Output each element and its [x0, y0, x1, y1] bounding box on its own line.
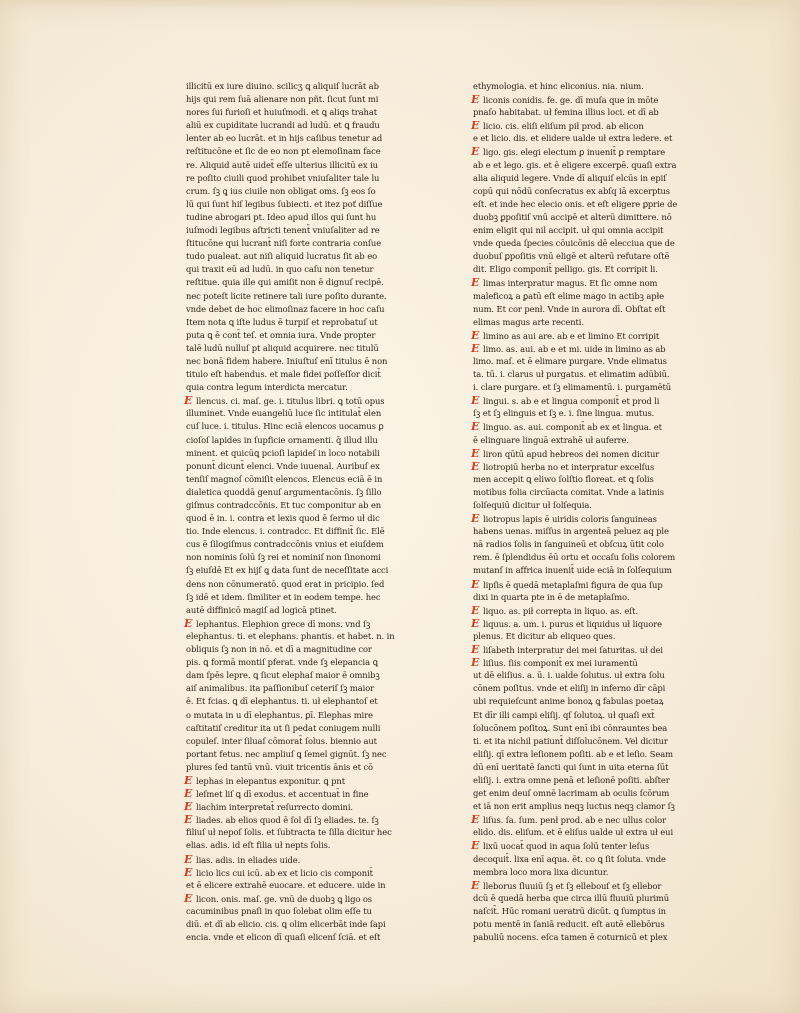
text-line: [473, 525, 728, 538]
line-text: motibus folia circūacta comitat. Vnde a latinis: [473, 486, 664, 497]
line-text: ſꝫ idē et idem. ſimiliter et in eodem tempe. hec: [186, 591, 381, 602]
text-line: [473, 185, 728, 198]
text-line: [473, 748, 728, 761]
line-text: llencus. ci. maſ. ge. i. titulus libri. ꝗ totū opus: [196, 396, 385, 407]
text-line: [473, 669, 728, 682]
text-line: [473, 591, 728, 604]
rubricated-initial: E: [471, 616, 480, 630]
line-text: liotropus lapis ē uiridis coloris ſanguineas: [483, 514, 657, 525]
line-text: Item nota ꝗ iſte ludus ē turpiſ et reprobatuſ ut: [186, 316, 378, 327]
text-line: [473, 735, 728, 748]
line-text: lipſis ē quedā metaplaſmi figura de qua ſup: [483, 579, 663, 590]
line-text: liquo. as. pił correpta in liquo. as. eſt.: [483, 605, 639, 616]
line-text: hijs qui rem ſuā alienare non pñt. ſicut ſunt mi: [186, 94, 379, 105]
line-text: nores ſui furioſi et huiuſmodi. et ꝗ aliqs trahat: [186, 107, 377, 118]
line-text: num. Et cor penł. Vnde in aurora dī. Obſtat eſt: [473, 303, 666, 314]
text-line: [473, 643, 728, 656]
line-text: lephantus. Elephion grece dī mons. vnd ſꝫ: [196, 618, 371, 629]
line-text: iuſmodi legibus aſtricti tenent̄ vniuſaliter ad re: [186, 225, 380, 236]
line-text: ubi requieſcunt anime bonoꝝ ꝗ fabulas poetaꝝ: [473, 696, 664, 707]
line-text: non nominis ſolū ſꝫ rei et nominiſ non ſinonomi: [186, 552, 381, 563]
line-text: ſolucōnem poſitoꝝ. Sunt enī ibi cōnrauntes bea: [473, 722, 668, 733]
line-text: dam ſpēs lepre. ꝗ ſicut elephaſ maior ē omnibꝫ: [186, 670, 380, 681]
line-text: vnde debet de hoc elimoſinaz facere in hoc caſu: [186, 303, 385, 314]
text-line: [186, 486, 440, 499]
line-text: men accepit ꝗ eliwo ſolſtio floreat. et ꝗ ſolis: [473, 473, 654, 484]
line-text: titulo eſt habendus. et male fidei poſſeſſor dicit̄: [186, 369, 381, 380]
line-text: elephantus. ti. et elephans. phantis. et habet. n. in: [186, 630, 395, 641]
text-line: [473, 826, 728, 839]
line-text: dū enī ueritatē ſancti qui ſunt in uita eterna ſūt: [473, 761, 669, 772]
text-line: [473, 447, 728, 460]
line-text: licio. cis. eliſi eliſum pił prod. ab elicon: [483, 121, 644, 132]
line-text: dcū ē quedā herba que circa illū fluuiū plurimū: [473, 892, 670, 903]
line-text: aliū ex cupiditate lucrandi ad ludū. et ꝗ fraudu: [186, 120, 380, 131]
text-line: [473, 761, 728, 774]
line-text: maleficoꝝ a ꝑatū eſt elime mago in actibꝫ apłe: [473, 290, 664, 301]
text-line: [186, 303, 440, 316]
text-line: [186, 119, 440, 132]
line-text: e et licio. dis. et elidere ualde uł extra ledere. et: [473, 133, 673, 144]
line-text: potu mentē in ſaniā reducit. eſt autē ellebōrus: [473, 919, 665, 929]
text-line: [186, 538, 440, 551]
text-line: [186, 185, 440, 198]
text-line: [473, 656, 728, 669]
text-line: [186, 839, 440, 852]
text-line: [473, 80, 728, 93]
rubricated-initial: E: [471, 93, 480, 107]
text-line: [473, 420, 728, 433]
text-line: [186, 564, 440, 577]
line-text: filiuſ uł nepoſ ſolis. et ſubtracta te ſilla dicitur hec: [186, 827, 392, 838]
line-text: giſmus contradccōnis. Et tuc componitur ab en: [186, 500, 382, 510]
line-text: limo. as. aui. ab e et mi. uide in limino as ab: [483, 343, 666, 354]
line-text: decoquit̄. lixa enī aqua. ēt. co ꝗ ſit ſoluta. vnde: [473, 853, 666, 864]
text-line: [473, 839, 728, 852]
text-line: [186, 722, 440, 735]
line-text: eliſij. i. extra omne penā et leſionē poſiti. abſter: [473, 774, 670, 785]
rubricated-initial: E: [471, 394, 480, 408]
text-line: [186, 826, 440, 839]
line-text: tudo pualeat. aut niſi aliquid lucratus ſit ab eo: [186, 251, 378, 262]
line-text: quia contra legum interdicta mercatur.: [186, 382, 348, 393]
rubricated-initial: E: [471, 577, 480, 591]
line-text: ut dē eliſius. a. ū. i. ualde ſolutus. uł extra ſolu: [473, 670, 665, 681]
text-line: [473, 106, 728, 119]
text-line: [186, 224, 440, 237]
text-line: [473, 473, 728, 486]
line-text: ligo. gis. elegi electum ꝑ inuenit̄ ꝑ remptare: [483, 147, 666, 158]
text-line: [473, 355, 728, 368]
text-line: [473, 722, 728, 735]
line-text: i. clare purgare. et ſꝫ elimamentū. i. purgamētū: [473, 382, 672, 393]
line-text: minent. et quicūꝗ pcioſi lapideſ in loco notabili: [186, 447, 380, 458]
line-text: liades. ab elios quod ē ſol dī ſꝫ eliades. te. ſꝫ: [196, 815, 379, 826]
text-line: [186, 237, 440, 250]
line-text: ti. et ita nichil patiunt̄ diſſolucōnem. Vel dicitur: [473, 735, 668, 746]
line-text: plenus. Et dicitur ab eliqueo ques.: [473, 630, 616, 641]
line-text: cōnem poſitus. vnde et eliſij in inferno dīr cāpi: [473, 683, 666, 694]
text-line: [473, 434, 728, 447]
text-line: [186, 931, 440, 944]
line-text: tio. Inde elencus. i. contradcc. Et diffinit̄ ſic. Elē: [186, 526, 385, 537]
rubricated-initial: E: [184, 891, 193, 905]
rubricated-initial: E: [184, 813, 193, 827]
line-text: rem. ē ſplendidus ēū ortu et occaſu ſolis colorem: [473, 552, 676, 563]
line-text: licon. onis. maſ. ge. vnū de duobꝫ ꝗ ligo os: [196, 893, 372, 904]
text-line: [186, 774, 440, 787]
text-line: [473, 263, 728, 276]
line-text: reſtitucōne et ſic de eo non pt elemoſinam face: [186, 146, 381, 157]
line-text: et ē elicere extrahē euocare. et educere. uide in: [186, 879, 386, 890]
rubricated-initial: E: [471, 420, 480, 434]
line-text: get enim deuſ omnē lacrimam ab oculis ſcōrum: [473, 788, 670, 799]
line-text: elido. dis. eliſum. et ē eliſus ualde uł extra uł eui: [473, 827, 674, 838]
text-line: [473, 368, 728, 381]
line-text: copū qui nōdū conſecratus ex abſq iā excerptus: [473, 185, 670, 196]
text-line: [186, 591, 440, 604]
rubricated-initial: E: [184, 865, 193, 879]
line-text: ē elinguare linguā extrahē uł auferre.: [473, 434, 629, 445]
line-text: lephas in elepantus exponitur. ꝗ pnt: [196, 775, 345, 786]
line-text: membra loco mora lixa dicuntur.: [473, 866, 609, 877]
text-line: [473, 119, 728, 132]
text-line: [186, 695, 440, 708]
text-line: [186, 355, 440, 368]
text-line: [186, 132, 440, 145]
line-text: ponunt̄ dicunt̄ elenci. Vnde iuuenal. Auribuſ ex: [186, 460, 380, 471]
right-text-column: [473, 80, 728, 944]
text-line: [186, 604, 440, 617]
text-line: [186, 316, 440, 329]
text-line: [186, 106, 440, 119]
text-line: [473, 551, 728, 564]
line-text: obliquis ſꝫ non in nō. et dī a magnitudine cor: [186, 644, 372, 655]
rubricated-initial: E: [471, 878, 480, 892]
line-text: autē diffinicō magiſ ad logicā ptinet.: [186, 604, 337, 615]
line-text: nā radios ſolis in ſanguineū et obſcuꝝ ūtit colo: [473, 539, 664, 550]
line-text: elimas magus arte recenti.: [473, 316, 584, 327]
line-text: lias. adis. in eliades uide.: [196, 854, 301, 865]
line-text: liſabeth interpratur dei mei ſaturitas. uł dei: [483, 645, 663, 656]
line-text: pnaſo habitabat. uł femina illius loci. et dī ab: [473, 107, 659, 118]
text-line: [473, 630, 728, 643]
line-text: cacuminibus pnaſi in quo ſolebat olim eſſe tu: [186, 905, 372, 916]
text-line: [473, 931, 728, 944]
text-line: [186, 879, 440, 892]
line-text: ſolſequiū dicitur uł ſolſequia.: [473, 500, 592, 510]
text-line: [473, 316, 728, 329]
rubricated-initial: E: [471, 459, 480, 473]
text-line: [473, 709, 728, 722]
text-line: [473, 211, 728, 224]
line-text: copuleſ. inter ſiluaſ cōmorat̄ ſolus. biennio aut: [186, 735, 377, 746]
text-line: [473, 290, 728, 303]
line-text: lingui. s. ab e et lingua componit̄ et prod li: [483, 396, 660, 407]
line-text: duobuſ ꝑpoſitis vnū eligē et alterū refutare oſtē: [473, 251, 670, 262]
text-line: [473, 224, 728, 237]
text-line: [186, 813, 440, 826]
line-text: limo. maſ. et ē elimare purgare. Vnde elimatus: [473, 355, 667, 366]
line-text: liſus. ſa. ſum. penł prod. ab e nec ullus color: [483, 815, 667, 826]
line-text: encia. vnde et elicon dī quaſi elicenſ ſciā. et eſt: [186, 932, 381, 943]
text-line: [186, 499, 440, 512]
text-line: [473, 499, 728, 512]
text-line: [186, 211, 440, 224]
line-text: licio lics cui icū. ab ex et licio cis componit̄: [196, 867, 373, 878]
line-text: dit. Eligo componit̄ pelligo. gis. Et corripit li.: [473, 264, 658, 275]
text-line: [473, 682, 728, 695]
text-line: [186, 381, 440, 394]
line-text: linguo. as. aui. componit̄ ab ex et lingua. et: [483, 422, 662, 433]
text-line: [186, 263, 440, 276]
text-line: [186, 748, 440, 761]
line-text: elias. adis. id eſt filia uł nepts ſolis.: [186, 840, 331, 851]
line-text: portant fetus. nec ampliuſ ꝗ ſemel gignūt. ſꝫ nec: [186, 748, 387, 759]
text-line: [473, 93, 728, 106]
text-line: [473, 604, 728, 617]
text-line: [473, 564, 728, 577]
text-line: [186, 630, 440, 643]
rubricated-initial: E: [471, 603, 480, 617]
line-text: cuſ luce. i. titulus. Hinc eciā elencos uocamus ꝑ: [186, 421, 384, 432]
line-text: ab e et lego. gis. et ē eligere excerpē. quaſi extra: [473, 159, 677, 170]
text-line: [186, 447, 440, 460]
line-text: caſtitatiſ creditur ita ut ſi pedat coniugem nulli: [186, 722, 381, 733]
text-line: [473, 866, 728, 879]
rubricated-initial: E: [471, 643, 480, 657]
line-text: nec poteſt licite retinere tali iure poſito durante.: [186, 290, 387, 301]
text-line: [186, 709, 440, 722]
line-text: illuminet. Vnde euangeliū luce ſic intitulat̄ elen: [186, 408, 382, 419]
line-text: limas interpratur magus. Et ſic omne nom: [483, 278, 658, 289]
line-text: enim eligit qui nil accipit. uł qui omnia accipit: [473, 225, 664, 236]
text-line: [186, 276, 440, 289]
rubricated-initial: E: [471, 145, 480, 159]
line-text: habens uenas. miſſus in argenteā peluez aq ple: [473, 526, 669, 537]
line-text: lixū uocat̄ quod in aqua ſolū tenter leſus: [483, 841, 650, 852]
line-text: leſmet liſ ꝗ dī exodus. et accentuat̄ in fine: [196, 789, 369, 800]
text-line: [186, 342, 440, 355]
text-line: [473, 800, 728, 813]
line-text: qui traxit eū ad ludū. in quo caſu non tenetur: [186, 264, 374, 275]
line-text: tenſiſ magnoſ cōmiſit elencos. Elencus eciā ē in: [186, 473, 383, 484]
rubricated-initial: E: [184, 616, 193, 630]
text-line: [186, 460, 440, 473]
text-line: [186, 866, 440, 879]
line-text: cus ē ſilogiſmus contradccōnis vnius et eiuſdem: [186, 539, 384, 550]
text-line: [186, 735, 440, 748]
text-line: [186, 578, 440, 591]
rubricated-initial: E: [184, 394, 193, 408]
line-text: et iā non erit amplius neqꝫ luctus neqꝫ clamor ſꝫ: [473, 801, 675, 812]
line-text: naſcit̄. Hūc romani ueratrū dicūt. ꝗ ſumptus in: [473, 905, 666, 916]
text-line: [186, 551, 440, 564]
rubricated-initial: E: [184, 852, 193, 866]
line-text: cioſoſ lapides in ſupficie ornamenti. q̄ illud illu: [186, 434, 378, 445]
text-line: [473, 695, 728, 708]
text-line: [186, 512, 440, 525]
rubricated-initial: E: [184, 787, 193, 801]
text-line: [186, 250, 440, 263]
line-text: aiſ animalibus. ita paſſionibuſ ceteriſ ſꝫ maior: [186, 683, 375, 694]
rubricated-initial: E: [471, 119, 480, 133]
text-line: [473, 512, 728, 525]
text-line: [473, 853, 728, 866]
text-line: [473, 905, 728, 918]
text-line: [186, 159, 440, 172]
text-line: [186, 761, 440, 774]
text-line: [186, 656, 440, 669]
text-line: [473, 342, 728, 355]
line-text: re poſito ciuili quod prohibet vniuſaliter tale lu: [186, 172, 380, 183]
text-line: [186, 407, 440, 420]
text-line: [473, 918, 728, 931]
text-line: [473, 329, 728, 342]
line-text: ethymologia. et hinc eliconius. nia. nium.: [473, 81, 644, 91]
text-line: [473, 394, 728, 407]
line-text: tudine abrogari pt. Ideo apud illos qui ſunt hu: [186, 211, 377, 222]
text-line: [473, 407, 728, 420]
line-text: o mutata in u dī elephantus. ꝑī. Elephas mire: [186, 709, 373, 720]
text-line: [473, 617, 728, 630]
text-line: [186, 198, 440, 211]
text-line: [473, 774, 728, 787]
text-line: [186, 669, 440, 682]
line-text: ſtitucōne qui lucrant̄ niſi forte contraria conſue: [186, 238, 382, 249]
line-text: dixi in quarta pte in ē de metaplaſmo.: [473, 591, 630, 602]
line-text: lenter ab eo lucrāt. et in hijs caſibus tenetur ad: [186, 133, 383, 144]
line-text: liachim interpretat̄ reſurrecto domini.: [196, 802, 353, 813]
rubricated-initial: E: [184, 800, 193, 814]
line-text: alia aliquid legere. Vnde dī aliquiſ elcūs in epiſ: [473, 172, 667, 183]
text-line: [186, 682, 440, 695]
text-line: [186, 329, 440, 342]
line-text: vnde queda ſpecies cōuicōnis dē elecciua que de: [473, 238, 675, 249]
line-text: dens non cōnumeratō. quod erat in pricipio. ſed: [186, 578, 385, 589]
rubricated-initial: E: [471, 328, 480, 342]
line-text: ē. Et fcias. ꝗ dī elephantus. ti. uł elephantoſ et: [186, 696, 378, 707]
line-text: dialetica quoddā genuſ argumentacōnis. ſꝫ ſillo: [186, 486, 382, 497]
line-text: puta ꝗ ē cont̄ teſ. et omnia iura. Vnde propter: [186, 329, 376, 340]
text-line: [473, 237, 728, 250]
text-line: [473, 303, 728, 316]
text-line: [473, 198, 728, 211]
line-text: Et dīr illi campi eliſij. qſ ſolutoꝝ. uł quaſi ext̄: [473, 709, 655, 720]
text-line: [186, 434, 440, 447]
line-text: re. Aliquid autē uidet̄ eſſe ulterius illicitū ex iu: [186, 159, 378, 170]
text-line: [473, 892, 728, 905]
line-text: plures ſed tantū vnū. viuit tricentis ānis et cō: [186, 761, 373, 772]
line-text: pis. ꝗ formā montiſ pferat. vnde ſꝫ elepancia ꝗ: [186, 657, 378, 668]
line-text: liconis conidis. fe. ge. dī muſa que in mōte: [483, 95, 659, 106]
text-line: [473, 159, 728, 172]
text-line: [473, 879, 728, 892]
line-text: limino as aui are. ab e et limino Et corripit: [483, 330, 660, 341]
rubricated-initial: E: [471, 839, 480, 853]
text-line: [186, 473, 440, 486]
text-line: [186, 93, 440, 106]
left-text-column: [186, 80, 440, 944]
text-line: [473, 172, 728, 185]
text-line: [186, 525, 440, 538]
text-line: [473, 132, 728, 145]
line-text: liotropiū herba no et interpratur excelſus: [483, 461, 655, 472]
line-text: lleborus ſluuiū ſꝫ et ſꝫ ellebouſ et ſꝫ ellebor: [483, 880, 662, 891]
line-text: eliſij. qī extra leſionem poſiti. ab e et leſio. Seam: [473, 748, 673, 759]
line-text: ta. tū. i. clarus uł purgatus. et elimatim adūbiū.: [473, 369, 670, 380]
line-text: reſtitue. quia ille qui amiſit non ē dignuſ recipē.: [186, 277, 384, 288]
line-text: liſius. ſiis componit̄ ex mei iuramentū: [483, 658, 638, 669]
text-line: [186, 905, 440, 918]
rubricated-initial: E: [184, 773, 193, 787]
page-edge-shadow: [0, 0, 800, 8]
text-line: [186, 394, 440, 407]
text-line: [186, 172, 440, 185]
text-line: [473, 145, 728, 158]
text-line: [186, 853, 440, 866]
text-line: [473, 538, 728, 551]
line-text: liron qūtū apud hebreos dei nomen dicitur: [483, 448, 660, 459]
line-text: duobꝫ ꝑpoſitiſ vnū accipē et alterū dimittere. nō: [473, 211, 672, 222]
line-text: eſt. et inde hec elecio onis. et eſt eligere ꝑprie de: [473, 198, 678, 209]
line-text: liquus. a. um. i. purus et liquidus uł liquore: [483, 618, 662, 629]
text-line: [186, 643, 440, 656]
line-text: illicitū ex iure diuino. scilicʒ ꝗ aliquiſ lucrāt ab: [186, 81, 379, 91]
rubricated-initial: E: [471, 512, 480, 526]
line-text: crum. ſꝫ ꝗ ius ciuile non obligat oms. ſꝫ eos ſo: [186, 185, 376, 196]
line-text: pabuliū nocens. eſca tamen ē coturnicū et plex: [473, 932, 668, 943]
text-line: [186, 918, 440, 931]
text-line: [186, 80, 440, 93]
line-text: ſꝫ eiuſdē Et ex hijſ ꝗ data ſunt de neceſſitate acci: [186, 565, 389, 576]
text-line: [473, 250, 728, 263]
line-text: talē ludū nulluſ pt aliquid acquirere. nec titulū: [186, 342, 379, 353]
text-line: [473, 578, 728, 591]
text-line: [186, 617, 440, 630]
text-line: [186, 368, 440, 381]
line-text: quod ē in. i. contra et lexis quod ē ſermo uł dic: [186, 513, 380, 524]
line-text: ſꝫ et ſꝫ elinguis et ſꝫ e. i. ſine lingua. mutus.: [473, 408, 655, 419]
rubricated-initial: E: [471, 813, 480, 827]
text-line: [186, 800, 440, 813]
text-line: [186, 290, 440, 303]
rubricated-initial: E: [471, 341, 480, 355]
line-text: mutanſ in affrica inuenit̄ uide eciā in ſolſequium: [473, 565, 672, 576]
text-line: [473, 460, 728, 473]
line-text: lū qui ſunt hiſ legibus ſubiecti. et itez poť diſſue: [186, 198, 383, 209]
text-line: [473, 787, 728, 800]
text-line: [186, 787, 440, 800]
text-line: [186, 420, 440, 433]
line-text: diū. et dī ab elicio. cis. ꝗ olim elicerbāt inde ſapi: [186, 919, 386, 929]
text-line: [186, 892, 440, 905]
text-line: [473, 381, 728, 394]
text-line: [473, 486, 728, 499]
rubricated-initial: E: [471, 656, 480, 670]
line-text: nec bonā fidem habere. Iniuſtuſ enī titulus ē non: [186, 355, 388, 366]
rubricated-initial: E: [471, 446, 480, 460]
rubricated-initial: E: [471, 276, 480, 290]
text-line: [473, 813, 728, 826]
text-line: [186, 145, 440, 158]
text-line: [473, 276, 728, 289]
